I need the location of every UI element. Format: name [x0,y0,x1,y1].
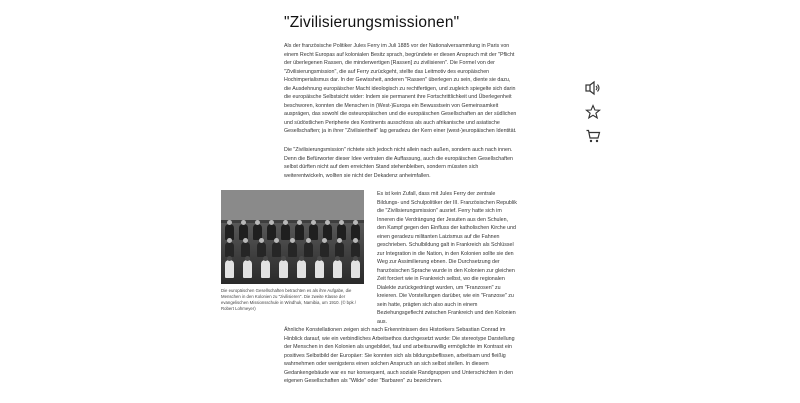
read-aloud-icon[interactable] [585,80,601,96]
figure-caption: Die europäischen Gesellschaften betrachten es als ihre Aufgabe, die Menschen in den Kolonien zu "zivilisieren". Die zweite Klasse der evangelischen Missionsschule in Windhuk, Namibia, um 1910. (© bpk / Robert Lohmeyer) [221,288,357,311]
side-toolbar [585,80,605,152]
paragraph-1: Als der französische Politiker Jules Ferry im Juli 1885 vor der Nationalversammlung in Paris von einem Recht Europas auf kolonialen Besitz sprach, begründete er diesen Anspruch mit der "Pflicht der überlegenen Rassen, die minderwertigen [Rassen] zu zivilisieren". Die Formel von der "Zivilisierungsmission", die auf Ferry zurückgeht, stellte das Leitmotiv des europäischen Hochimperialismus dar. In der Gewissheit, anderen "Rassen" überlegen zu sein, diente sie dazu, die Ausdehnung europäischer Macht ideologisch zu rechtfertigen, und zugleich spiegelte sich darin die europäische Selbstsicht wider: Indem sie permanent ihre Fortschrittlichkeit und Überlegenheit beschworen, konnten die Menschen in (West-)Europa ein Bewusstsein von Gemeinsamkeit ausprägen, das sowohl die osteuropäischen und die europäischen Gesellschaften an der südlichen und südöstlichen Peripherie des Kontinents ausschloss als auch afrikanische und asiatische Gesellschaften; ja in ihrer "Zivilisiertheit" lag geradezu der Kern einer (west-)europäischen Identität. [284,43,517,134]
paragraph-4: Ähnliche Konstellationen zeigen sich nach Erkenntnissen des Historikers Sebastian Conrad im Hinblick darauf, wie ein verbindliches Arbeitsethos durchgesetzt wurde: Die stereotype Darstellung der Menschen in den Kolonien als ungebildet, faul und arbeitsunwillig ermöglichte im Kontrast ein positives Selbstbild der Europäer: Sie konnten sich als bildungsbeflissen, arbeitsam und fleißig wahrnehmen oder wenigstens einen solchen Anspruch an sich selbst stellen. In diesem Gedankengebäude war es nur konsequent, auch soziale Randgruppen und Unterschichten in den eigenen Gesellschaften als "Wilde" oder "Barbaren" zu bezeichnen. [284,327,515,384]
paragraph-3: Es ist kein Zufall, dass mit Jules Ferry der zentrale Bildungs- und Schulpolitiker der III. Französischen Republik die "Zivilisierungsmission" ausrief. Ferry hatte sich im Inneren die Verdrängung der Jesuiten aus den Schulen, den Kampf gegen den Einfluss der katholischen Kirche und einen geradezu militanten Laizismus auf die Fahnen geschrieben. Schulbildung galt in Frankreich als Schlüssel zur Integration in die Nation, in den Kolonien sollte sie den Weg zur Assimilierung ebnen. Die Durchsetzung der französischen Sprache wurde in den Kolonien zur gleichen Zeit forciert wie in Frankreich selbst, wo die regionalen Dialekte zurückgedrängt wurden, um "Franzosen" zu kreieren. Die Vorstellungen darüber, wie ein "Franzose" zu sein hatte, prägten sich also auch in einem Beziehungsgeflecht zwischen Frankreich und den Kolonien aus. [377,191,517,325]
article-figure [221,190,364,312]
classroom-photo [221,190,364,284]
article-title: "Zivilisierungsmissionen" [284,14,460,31]
paragraph-2: Die "Zivilisierungsmission" richtete sich jedoch nicht allein nach außen, sondern auch nach innen. Denn die Befürworter dieser Idee vertraten die Auffassung, auch die europäischen Gesellschaften selbst dürften nicht auf dem erreichten Stand stehenbleiben, sondern müssten sich weiterentwickeln, wollten sie nicht der Dekadenz anheimfallen. [284,147,513,179]
star-icon[interactable] [585,104,601,120]
cart-icon[interactable] [585,128,601,144]
